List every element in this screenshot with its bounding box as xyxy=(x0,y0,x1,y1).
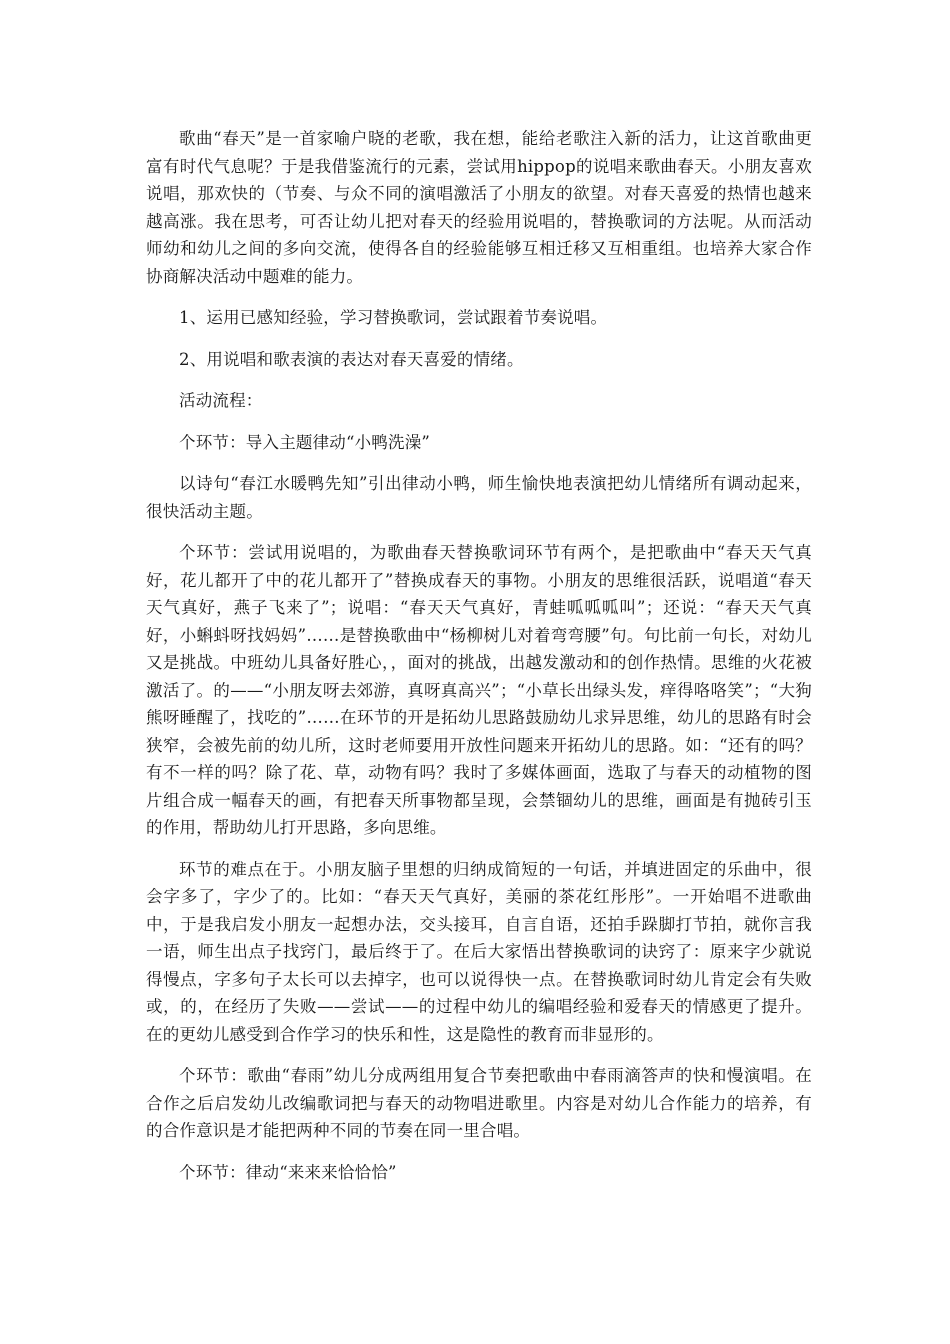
difficulty-paragraph: 环节的难点在于。小朋友脑子里想的归纳成简短的一句话，并填进固定的乐曲中，很会字多了，字少了的。比如：“春天天气真好，美丽的茶花红彤彤”。一开始唱不进歌曲中，于是我启发小朋友一起想办法，交头接耳，自言自语，还拍手跺脚打节拍，就你言我一语，师生出点子找窍门，最后终于了。在后大家悟出替换歌词的诀窍了：原来字少就说得慢点，字多句子太长可以去掉字，也可以说得快一点。在替换歌词时幼儿肯定会有失败或，的，在经历了失败——尝试——的过程中幼儿的编唱经验和爱春天的情感更了提升。在的更幼儿感受到合作学习的快乐和性，这是隐性的教育而非显形的。 xyxy=(146,859,812,1044)
intro-paragraph: 歌曲“春天”是一首家喻户晓的老歌，我在想，能给老歌注入新的活力，让这首歌曲更富有时代气息呢？于是我借鉴流行的元素，尝试用hippop的说唱来歌曲春天。小朋友喜欢说唱，那欢快的（节奏、与众不同的演唱激活了小朋友的欲望。对春天喜爱的热情也越来越高涨。我在思考，可否让幼儿把对春天的经验用说唱的，替换歌词的方法呢。从而活动师幼和幼儿之间的多向交流，使得各自的经验能够互相迁移又互相重组。也培养大家合作协商解决活动中题难的能力。 xyxy=(146,129,812,286)
lyrics-replacement-paragraph: 个环节：尝试用说唱的，为歌曲春天替换歌词环节有两个，是把歌曲中“春天天气真好，花儿都开了中的花儿都开了”替换成春天的事物。小朋友的思维很活跃，说唱道“春天天气真好，燕子飞来了”；说唱：“春天天气真好，青蛙呱呱呱叫”；还说：“春天天气真好，小蝌蚪呀找妈妈”……是替换歌曲中“杨柳树儿对着弯弯腰”句。句比前一句长，对幼儿又是挑战。中班幼儿具备好胜心，，面对的挑战，出越发激动和的创作热情。思维的火花被激活了。的——“小朋友呀去郊游，真呀真高兴”；“小草长出绿头发，痒得咯咯笑”；“大狗熊呀睡醒了，找吃的”……在环节的开是拓幼儿思路鼓励幼儿求异思维，幼儿的思路有时会狭窄，会被先前的幼儿所，这时老师要用开放性问题来开拓幼儿的思路。如：“还有的吗？有不一样的吗？除了花、草，动物有吗？我时了多媒体画面，选取了与春天的动植物的图片组合成一幅春天的画，有把春天所事物都呈现，会禁锢幼儿的思维，画面是有抛砖引玉的作用，帮助幼儿打开思路，多向思维。 xyxy=(146,543,812,837)
section-heading-chacha: 个环节：律动“来来来恰恰恰” xyxy=(179,1162,397,1182)
goal-item-1: 1、运用已感知经验，学习替换歌词，尝试跟着节奏说唱。 xyxy=(179,308,608,327)
spring-rain-paragraph: 个环节：歌曲“春雨”幼儿分成两组用复合节奏把歌曲中春雨滴答声的快和慢演唱。在合作之后启发幼儿改编歌词把与春天的动物唱进歌里。内容是对幼儿合作能力的培养，有的合作意识是才能把两种不同的节奏在同一里合唱。 xyxy=(146,1066,812,1140)
goal-item-2: 2、用说唱和歌表演的表达对春天喜爱的情绪。 xyxy=(179,349,524,369)
duck-bath-paragraph: 以诗句“春江水暖鸭先知”引出律动小鸭，师生愉快地表演把幼儿情绪所有调动起来，很快活动主题。 xyxy=(146,474,812,521)
activity-flow-heading: 活动流程： xyxy=(179,391,263,410)
document-page xyxy=(146,125,812,1200)
section-heading-duck-bath: 个环节：导入主题律动“小鸭洗澡” xyxy=(179,432,431,452)
